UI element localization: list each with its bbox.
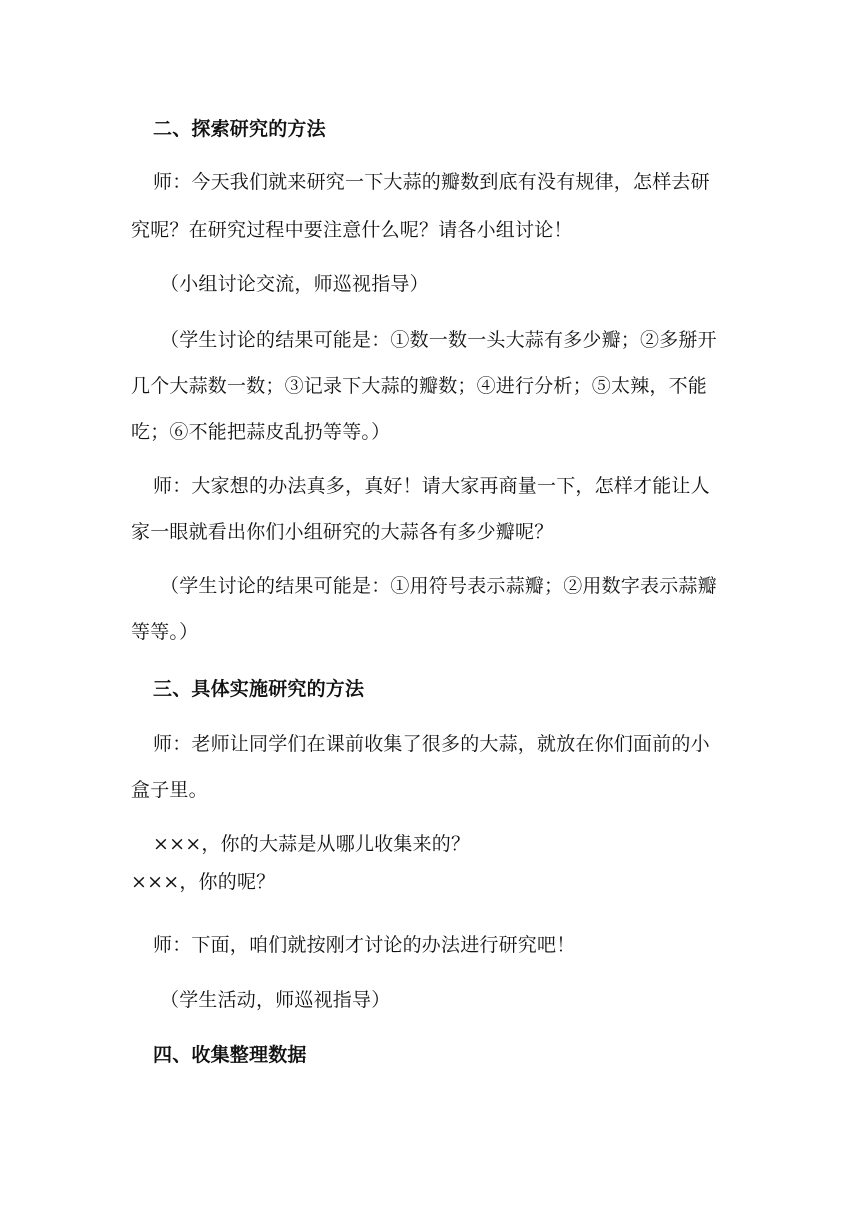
paragraph-s3-3: ×××，你的呢？ <box>131 871 276 893</box>
paragraph-line: 等等。） <box>131 621 199 643</box>
section-heading-3: 三、具体实施研究的方法 <box>153 678 365 700</box>
paragraph-line: 盒子里。 <box>131 779 208 801</box>
paragraph-line: 师：老师让同学们在课前收集了很多的大蒜，就放在你们面前的小 <box>153 733 710 755</box>
paragraph-s2-2: （小组讨论交流，师巡视指导） <box>160 273 429 295</box>
paragraph-line: 家一眼就看出你们小组研究的大蒜各有多少瓣呢？ <box>131 521 554 543</box>
paragraph-line: 师：大家想的办法真多，真好！请大家再商量一下，怎样才能让人 <box>153 475 710 497</box>
paragraph-s3-5: （学生活动，师巡视指导） <box>160 989 391 1011</box>
paragraph-s3-2: ×××，你的大蒜是从哪儿收集来的？ <box>153 833 471 855</box>
paragraph-line: 究呢？在研究过程中要注意什么呢？请各小组讨论！ <box>131 219 573 241</box>
paragraph-line: 吃；⑥不能把蒜皮乱扔等等。） <box>131 421 391 443</box>
paragraph-line: 几个大蒜数一数；③记录下大蒜的瓣数；④进行分析；⑤太辣，不能 <box>131 375 708 397</box>
paragraph-line: （学生讨论的结果可能是：①用符号表示蒜瓣；②用数字表示蒜瓣 <box>160 575 717 597</box>
paragraph-line: （学生讨论的结果可能是：①数一数一头大蒜有多少瓣；②多掰开 <box>160 329 717 351</box>
section-heading-4: 四、收集整理数据 <box>153 1044 307 1066</box>
paragraph-s3-4: 师：下面，咱们就按刚才讨论的办法进行研究吧！ <box>153 934 576 956</box>
section-heading-2: 二、探索研究的方法 <box>153 118 326 140</box>
paragraph-line: 师：今天我们就来研究一下大蒜的瓣数到底有没有规律，怎样去研 <box>153 171 710 193</box>
